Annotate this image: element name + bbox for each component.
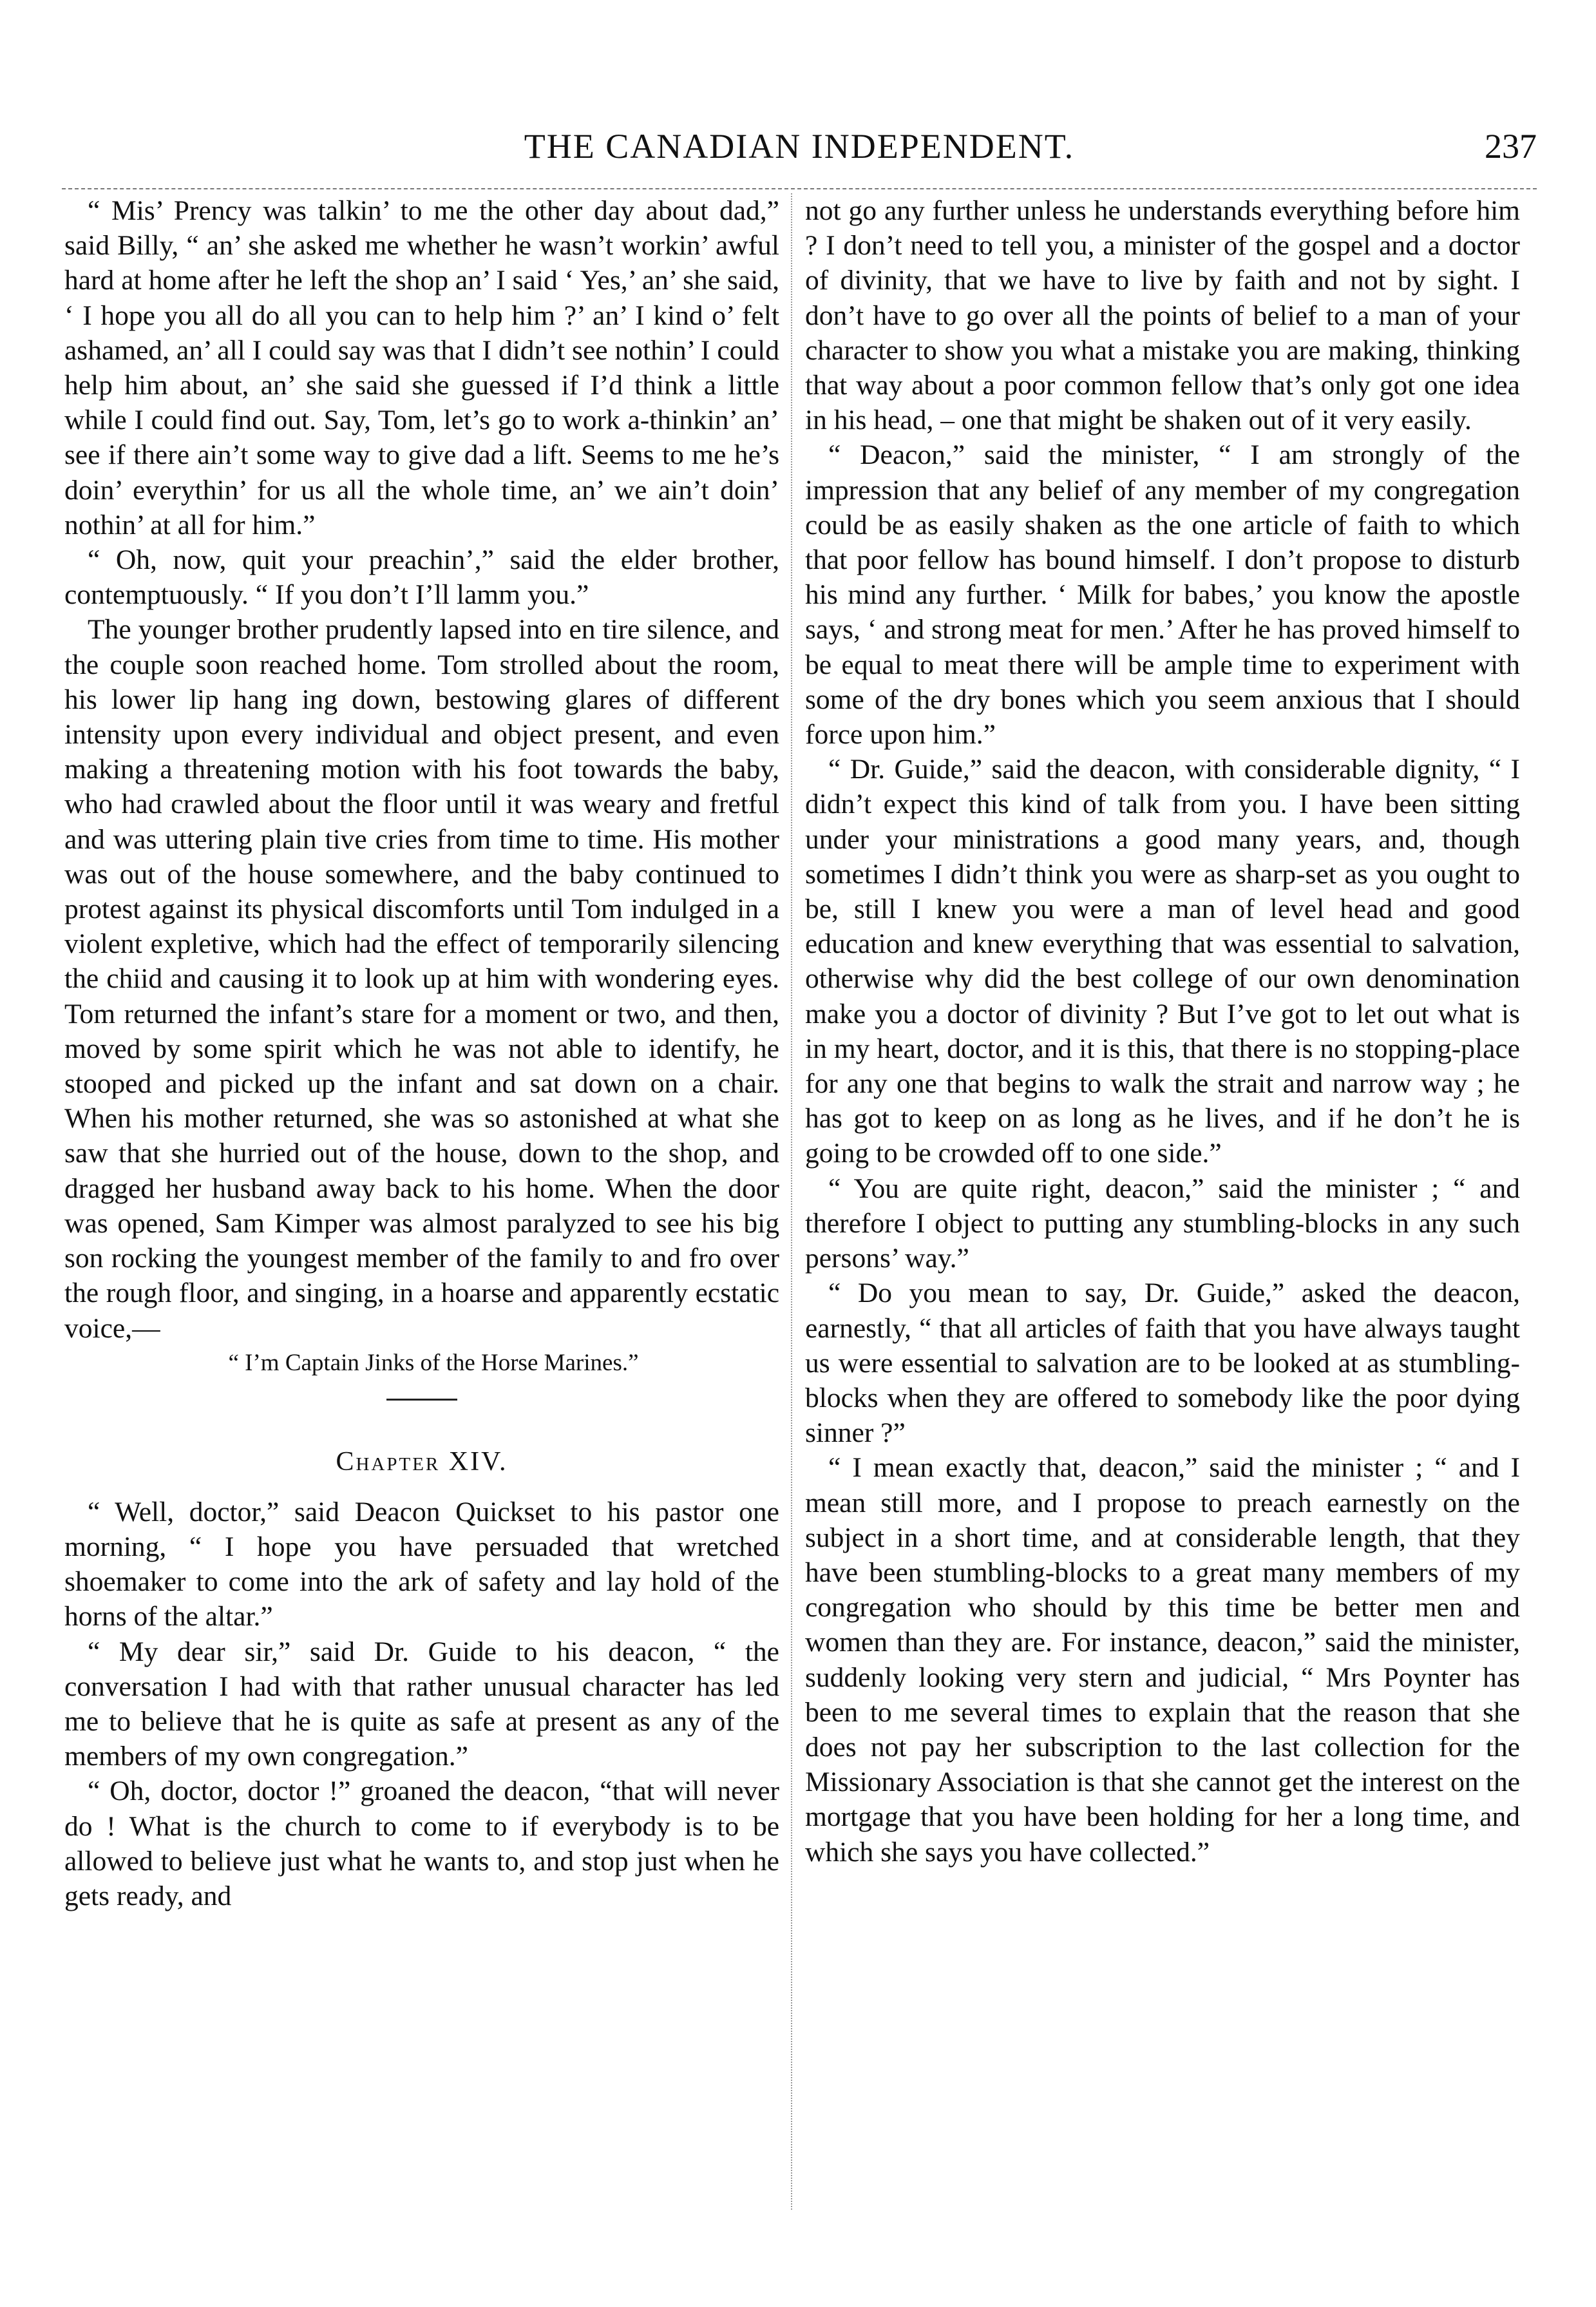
paragraph: “ Dr. Guide,” said the deacon, with considerable dignity, “ I didn’t expect this kind of talk from you. I have been sitting under your ministrations a good many years, and, though sometimes I didn’t think you were as sharp-set as you ought to be, still I knew you were a man of level head and good education and knew everything that was essential to salvation, otherwise why did the best college of our own denomination make you a doctor of divinity ? But I’ve got to let out what is in my heart, doctor, and it is this, that there is no stopping-place for any one that begins to walk the strait and narrow way ; he has got to keep on as long as he lives, and if he don’t he is going to be crowded off to one side.” [805, 754, 1520, 1169]
paragraph: “ Do you mean to say, Dr. Guide,” asked the deacon, earnestly, “ that all articles of faith that you have always taught us were essential to salvation are to be looked at as stumbling-blocks when they are offered to somebody like the poor dying sinner ?” [805, 1278, 1520, 1449]
running-head: THE CANADIAN INDEPENDENT. [524, 127, 1075, 166]
page-number: 237 [1485, 127, 1537, 166]
chapter-heading: Chapter XIV. [336, 1446, 508, 1477]
right-column [805, 193, 1520, 2223]
left-column [64, 193, 779, 2223]
section-rule [386, 1399, 457, 1401]
header-rule [62, 188, 1537, 189]
paragraph: “ You are quite right, deacon,” said the minister ; “ and therefore I object to putting any stumbling-blocks in any such persons’ way.” [805, 1173, 1520, 1274]
paragraph: The younger brother prudently lapsed into en tire silence, and the couple soon reached home. Tom strolled about the room, his lower lip hang ing down, bestowing glares of different intensity upon every individual and object present, and even making a threatening motion with his foot towards the baby, who had crawled about the floor until it was weary and fretful and was uttering plain tive cries from time to time. His mother was out of the house somewhere, and the baby continued to protest against its physical discomforts until Tom indulged in a violent expletive, which had the effect of temporarily silencing the chiid and causing it to look up at him with wondering eyes. Tom returned the infant’s stare for a moment or two, and then, moved by some spirit which he was not able to identify, he stooped and picked up the infant and sat down on a chair. When his mother returned, she was so astonished at what she saw that she hurried out of the house, down to the shop, and dragged her husband away back to his home. When the door was opened, Sam Kimper was almost paralyzed to see his big son rocking the youngest member of the family to and fro over the rough floor, and singing, in a hoarse and apparently ecstatic voice,— [64, 614, 779, 1344]
paragraph: “ Well, doctor,” said Deacon Quickset to his pastor one morning, “ I hope you have persuaded that wretched shoemaker to come into the ark of safety and lay hold of the horns of the altar.” [64, 1496, 779, 1632]
paragraph: not go any further unless he understands everything before him ? I don’t need to tell you, a minister of the gospel and a doctor of divinity, that we have to live by faith and not by sight. I don’t have to go over all the points of belief to a man of your character to show you what a mistake you are making, thinking that way about a poor common fellow that’s only got one idea in his head, – one that might be shaken out of it very easily. [805, 195, 1520, 436]
column-divider [791, 193, 792, 2210]
paragraph: “ Oh, now, quit your preachin’,” said the elder brother, contemptuously. “ If you don’t I’ll lamm you.” [64, 544, 779, 611]
paragraph: “ I mean exactly that, deacon,” said the minister ; “ and I mean still more, and I propose to preach earnestly on the subject in a short time, and at considerable length, that they have been stumbling-blocks to a great many members of my congregation who should by this time be better men and women than they are. For instance, deacon,” said the minister, suddenly looking very stern and judicial, “ Mrs Poynter has been to me several times to explain that the reason that she does not pay her subscription to the last collection for the Missionary Association is that she cannot get the interest on the mortgage that you have been holding for her a long time, and which she says you have collected.” [805, 1452, 1520, 1868]
paragraph: “ Oh, doctor, doctor !” groaned the deacon, “that will never do ! What is the church to come to if everybody is to be allowed to believe just what he wants to, and stop just when he gets ready, and [64, 1776, 779, 1911]
page-header [62, 126, 1537, 180]
paragraph: “ My dear sir,” said Dr. Guide to his deacon, “ the conversation I had with that rather unusual character has led me to believe that he is quite as safe at present as any of the members of my own congregation.” [64, 1636, 779, 1772]
verse-line: “ I’m Captain Jinks of the Horse Marines.” [228, 1349, 639, 1376]
paragraph: “ Deacon,” said the minister, “ I am strongly of the impression that any belief of any member of my congregation could be as easily shaken as the one article of faith to which that poor fellow has bound himself. I don’t propose to disturb his mind any further. ‘ Milk for babes,’ you know the apostle says, ‘ and strong meat for men.’ After he has proved himself to be equal to meat there will be ample time to experiment with some of the dry bones which you seem anxious that I should force upon him.” [805, 439, 1520, 751]
paragraph: “ Mis’ Prency was talkin’ to me the other day about dad,” said Billy, “ an’ she asked me whether he wasn’t workin’ awful hard at home after he left the shop an’ I said ‘ Yes,’ an’ she said, ‘ I hope you all do all you can to help him ?’ an’ I kind o’ felt ashamed, an’ all I could say was that I didn’t see nothin’ I could help him about, an’ she said she guessed if I’d think a little while I could find out. Say, Tom, let’s go to work a-thinkin’ an’ see if there ain’t some way to give dad a lift. Seems to me he’s doin’ everythin’ for us all the whole time, an’ we ain’t doin’ nothin’ at all for him.” [64, 195, 779, 541]
